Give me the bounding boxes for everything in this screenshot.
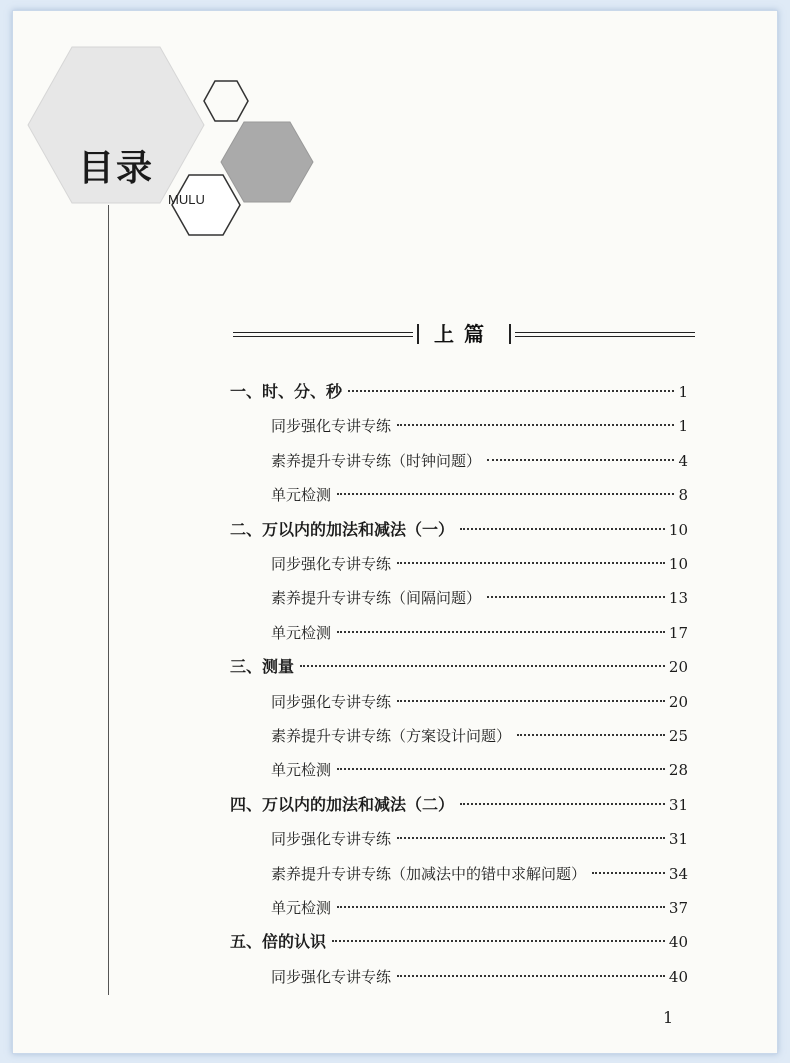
toc-entry-row[interactable]	[271, 690, 688, 714]
section-label: 上篇	[434, 322, 494, 346]
toc-entry-title: 一、时、分、秒	[230, 382, 343, 401]
toc-page-number: 10	[668, 555, 688, 573]
toc-page-number: 4	[678, 452, 688, 470]
toc-page-number: 13	[668, 589, 688, 607]
toc-page-number: 40	[668, 968, 688, 986]
toc-leader-dots	[337, 493, 674, 495]
toc-page-number: 28	[668, 761, 688, 779]
toc-entry-row[interactable]	[271, 896, 688, 920]
section-rule-left	[233, 332, 413, 337]
toc-chapter-row[interactable]	[230, 793, 688, 817]
toc-entry-row[interactable]	[271, 965, 688, 989]
toc-leader-dots	[337, 768, 665, 770]
small-outline-hexagon-shape	[204, 81, 248, 121]
toc-page-number: 8	[678, 486, 688, 504]
toc-page-number: 1	[678, 417, 688, 435]
toc-entry-row[interactable]	[271, 758, 688, 782]
toc-entry-title: 同步强化专讲专练	[271, 555, 392, 573]
toc-leader-dots	[337, 631, 665, 633]
toc-entry-row[interactable]	[271, 586, 688, 610]
toc-page-number: 34	[668, 865, 688, 883]
toc-leader-dots	[460, 803, 665, 805]
toc-entry-row[interactable]	[271, 483, 688, 507]
section-rule-right	[515, 332, 695, 337]
toc-leader-dots	[348, 390, 674, 392]
toc-chapter-row[interactable]	[230, 930, 688, 954]
section-heading	[233, 318, 695, 348]
toc-leader-dots	[337, 906, 665, 908]
toc-leader-dots	[397, 424, 674, 426]
toc-leader-dots	[332, 940, 665, 942]
toc-page-number: 31	[668, 796, 688, 814]
toc-leader-dots	[517, 734, 665, 736]
toc-leader-dots	[487, 459, 674, 461]
toc-page-number: 10	[668, 521, 688, 539]
toc-entry-title: 单元检测	[271, 624, 332, 642]
section-bar-right	[509, 324, 511, 344]
toc-entry-title: 同步强化专讲专练	[271, 830, 392, 848]
toc-entry-title: 二、万以内的加法和减法（一）	[230, 520, 455, 539]
gray-hexagon-shape	[221, 122, 313, 202]
toc-entry-title: 同步强化专讲专练	[271, 968, 392, 986]
toc-leader-dots	[397, 700, 665, 702]
toc-page-number: 31	[668, 830, 688, 848]
toc-entry-title: 五、倍的认识	[230, 932, 327, 951]
toc-entry-title: 单元检测	[271, 486, 332, 504]
toc-entry-title: 同步强化专讲专练	[271, 693, 392, 711]
toc-leader-dots	[397, 562, 665, 564]
toc-page-number: 1	[678, 383, 688, 401]
toc-page-number: 25	[668, 727, 688, 745]
hexagon-decoration	[0, 0, 340, 250]
toc-leader-dots	[592, 872, 665, 874]
toc-chapter-row[interactable]	[230, 655, 688, 679]
toc-entry-row[interactable]	[271, 827, 688, 851]
toc-page-number: 37	[668, 899, 688, 917]
toc-entry-title: 单元检测	[271, 761, 332, 779]
toc-entry-title: 同步强化专讲专练	[271, 417, 392, 435]
toc-entry-title: 素养提升专讲专练（加减法中的错中求解问题）	[271, 865, 587, 883]
toc-entry-title: 素养提升专讲专练（时钟问题）	[271, 452, 482, 470]
toc-entry-title: 素养提升专讲专练（间隔问题）	[271, 589, 482, 607]
toc-entry-row[interactable]	[271, 621, 688, 645]
toc-entry-row[interactable]	[271, 862, 688, 886]
toc-entry-title: 素养提升专讲专练（方案设计问题）	[271, 727, 512, 745]
toc-leader-dots	[487, 596, 665, 598]
toc-page-number: 17	[668, 624, 688, 642]
toc-entry-row[interactable]	[271, 449, 688, 473]
vertical-divider	[108, 205, 109, 995]
toc-entry-row[interactable]	[271, 724, 688, 748]
toc-leader-dots	[300, 665, 665, 667]
toc-page-number: 40	[668, 933, 688, 951]
toc-page-number: 20	[668, 693, 688, 711]
page-number: 1	[663, 1008, 674, 1027]
toc-leader-dots	[397, 837, 665, 839]
toc-page-number: 20	[668, 658, 688, 676]
toc-leader-dots	[397, 975, 665, 977]
toc-entry-row[interactable]	[271, 414, 688, 438]
page-subtitle: MULU	[168, 192, 205, 207]
toc-chapter-row[interactable]	[230, 380, 688, 404]
toc-leader-dots	[460, 528, 665, 530]
toc-entry-title: 三、测量	[230, 657, 295, 676]
toc-entry-row[interactable]	[271, 552, 688, 576]
page-title: 目录	[78, 148, 155, 189]
toc-entry-title: 单元检测	[271, 899, 332, 917]
toc-chapter-row[interactable]	[230, 518, 688, 542]
toc-entry-title: 四、万以内的加法和减法（二）	[230, 795, 455, 814]
